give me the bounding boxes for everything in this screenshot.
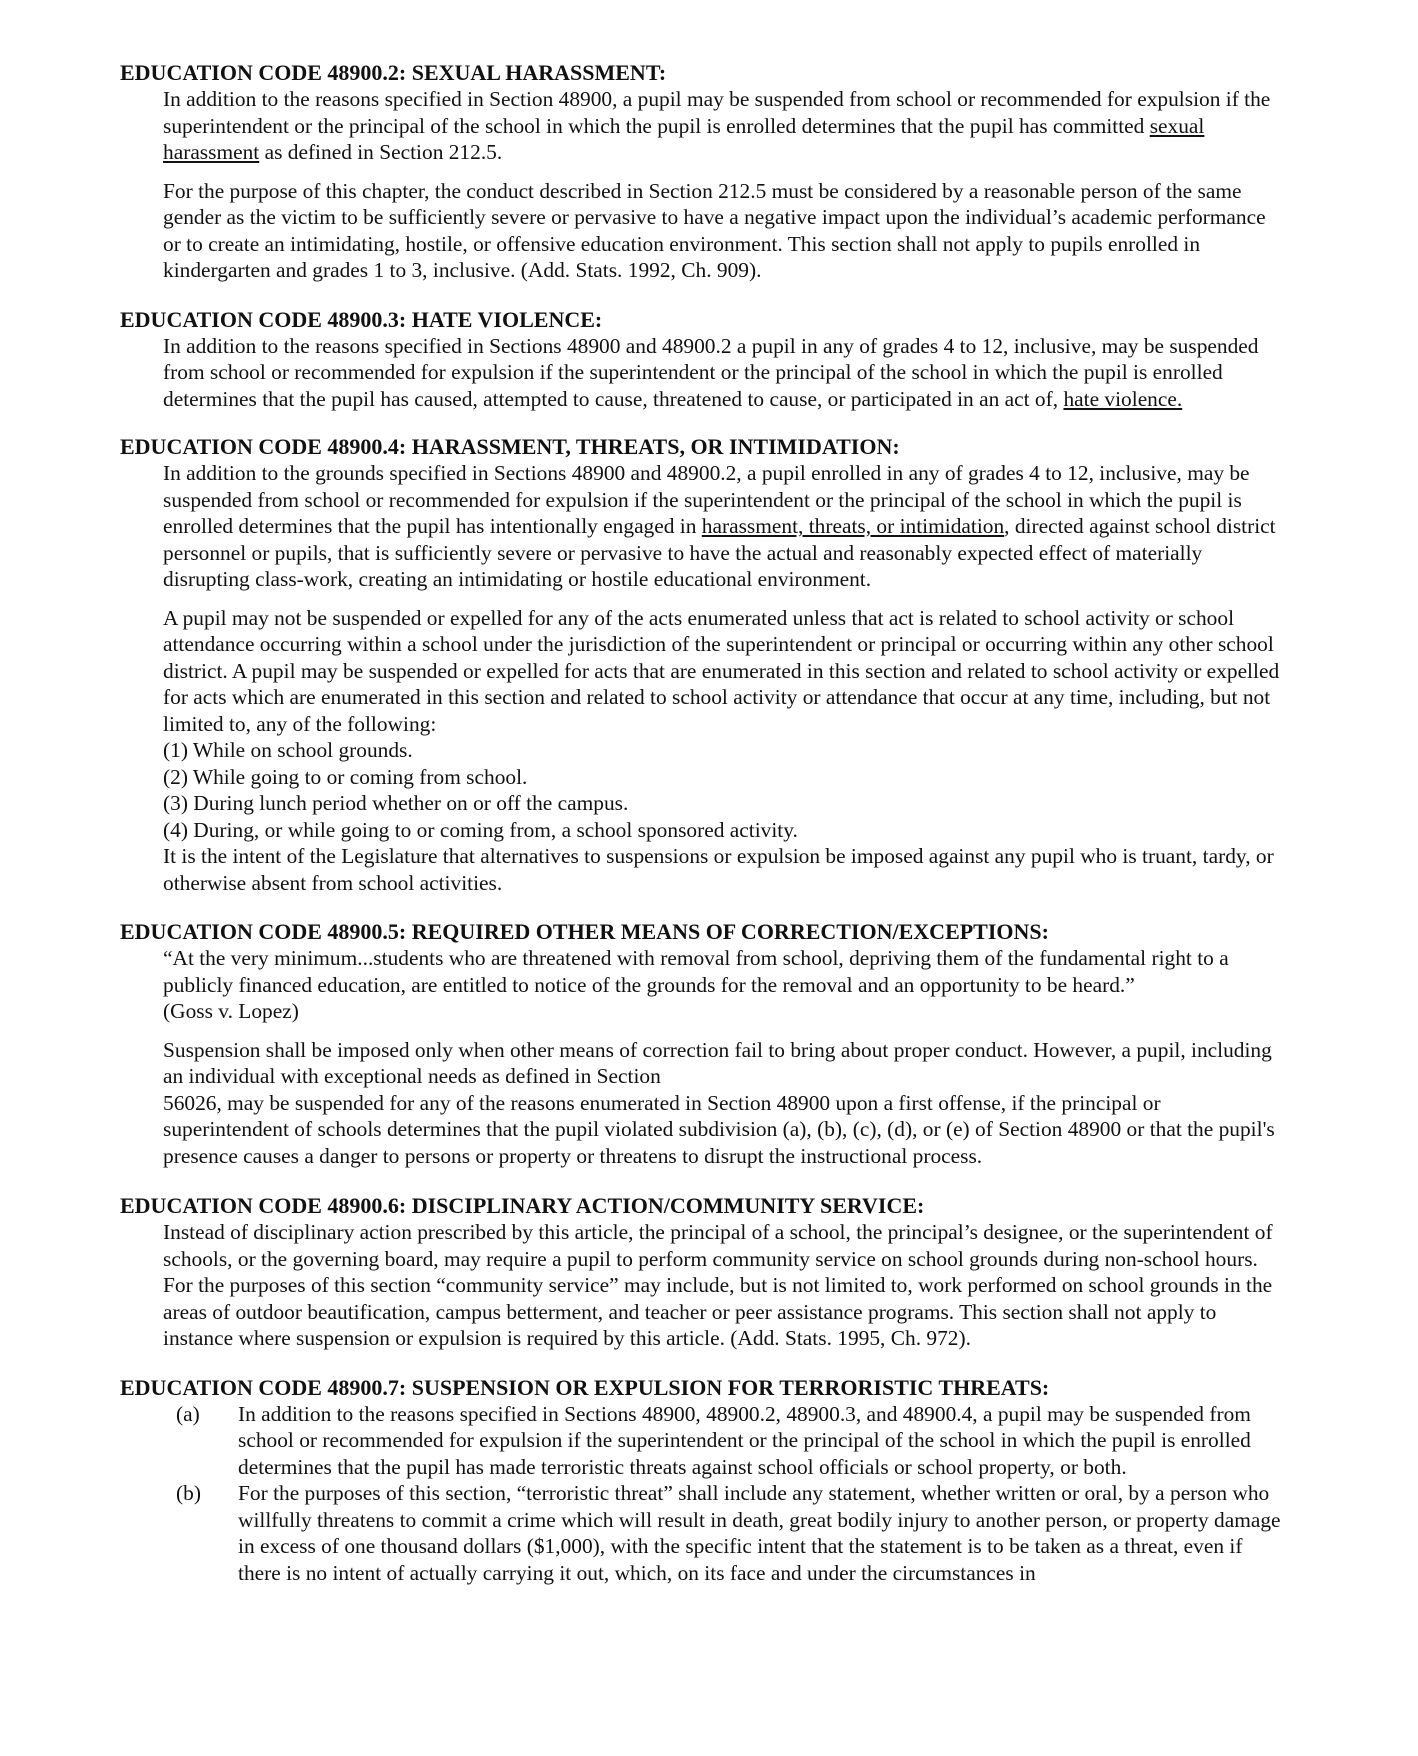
citation: (Goss v. Lopez) [163, 999, 299, 1023]
paragraph-text: In addition to the reasons specified in Section 48900, a pupil may be suspended from school or recommended for expulsion if the superintendent or the principal of the school in which the pupil is enrolled determines that the pupil has committed [163, 87, 1271, 138]
paragraph: 56026, may be suspended for any of the reasons enumerated in Section 48900 upon a first offense, if the principal or superintendent of schools determines that the pupil violated subdivision (a), (b), (c), (d), or (e) of Section 48900 or that the pupil's presence causes a danger to persons or property or threatens to disrupt the instructional process. [163, 1090, 1275, 1168]
lettered-item [176, 1480, 1298, 1586]
paragraph: Instead of disciplinary action prescribed by this article, the principal of a school, the principal’s designee, or the superintendent of schools, or the governing board, may require a pupil to perform community service on school grounds during non-school hours. For the purposes of this section “community service” may include, but is not limited to, work performed on school grounds in the areas of outdoor beautification, campus betterment, and teacher or peer assistance programs. This section shall not apply to instance where suspension or expulsion is required by this article. (Add. Stats. 1995, Ch. 972). [163, 1220, 1273, 1350]
paragraph [163, 333, 1288, 413]
section-heading: EDUCATION CODE 48900.4: HARASSMENT, THREATS, OR INTIMIDATION: [120, 434, 900, 459]
lettered-item [176, 1401, 1298, 1481]
paragraph: It is the intent of the Legislature that alternatives to suspensions or expulsion be imposed against any pupil who is truant, tardy, or otherwise absent from school activities. [163, 844, 1274, 895]
section-body [163, 86, 1288, 284]
section-heading: EDUCATION CODE 48900.6: DISCIPLINARY ACTION/COMMUNITY SERVICE: [120, 1193, 925, 1218]
item-text: For the purposes of this section, “terroristic threat” shall include any statement, whether written or oral, by a person who willfully threatens to commit a crime which will result in death, great bodily injury to another person, or property damage in excess of one thousand dollars ($1,000), with the specific intent that the statement is to be taken as a threat, even if there is no intent of actually carrying it out, which, on its face and under the circumstances in [238, 1481, 1281, 1585]
item-marker: (a) [176, 1401, 200, 1426]
list-item: (1) While on school grounds. [163, 738, 413, 762]
list-item: (3) During lunch period whether on or off the campus. [163, 791, 629, 815]
section-48900-2 [120, 60, 1298, 284]
section-body [163, 460, 1288, 896]
underlined-term: harassment, threats, or intimidation [701, 514, 1005, 538]
paragraph: Suspension shall be imposed only when other means of correction fail to bring about proper conduct. However, a pupil, including an individual with exceptional needs as defined in Section [163, 1037, 1272, 1088]
section-body [163, 333, 1288, 413]
section-48900-6 [120, 1193, 1298, 1352]
paragraph-text: , directed against school district personnel or pupils, that is sufficiently severe or pervasive to have the actual and reasonably expected effect of materially disrupting class-work, creating an intimidating or hostile educational environment. [163, 514, 1276, 591]
paragraph-text: as defined in Section 212.5. [259, 140, 503, 164]
underlined-term: sexual harassment [163, 113, 1205, 164]
item-marker: (b) [176, 1481, 201, 1505]
section-heading: EDUCATION CODE 48900.7: SUSPENSION OR EXPULSION FOR TERRORISTIC THREATS: [120, 1374, 1050, 1400]
section-48900-7 [120, 1375, 1298, 1587]
quotation: “At the very minimum...students who are threatened with removal from school, depriving them of the fundamental right to a publicly financed education, are entitled to notice of the grounds for the removal and an opportunity to be heard.” [163, 946, 1229, 997]
item-text: In addition to the reasons specified in Sections 48900, 48900.2, 48900.3, and 48900.4, a pupil may be suspended from school or recommended for expulsion if the superintendent or the principal of the school in which the pupil is enrolled determines that the pupil has made terroristic threats against school officials or school property, or both. [238, 1401, 1251, 1479]
section-body [163, 945, 1288, 1169]
paragraph [163, 460, 1288, 593]
paragraph-text: In addition to the reasons specified in Sections 48900 and 48900.2 a pupil in any of grades 4 to 12, inclusive, may be suspended from school or recommended for expulsion if the superintendent or the principal of the school in which the pupil is enrolled determines that the pupil has caused, attempted to cause, threatened to cause, or participated in an act of, [163, 333, 1259, 411]
section-48900-3 [120, 307, 1298, 413]
section-heading: EDUCATION CODE 48900.2: SEXUAL HARASSMENT: [120, 60, 667, 85]
list-item: (2) While going to or coming from school. [163, 764, 528, 789]
paragraph-text: In addition to the grounds specified in Sections 48900 and 48900.2, a pupil enrolled in any of grades 4 to 12, inclusive, may be suspended from school or recommended for expulsion if the superintendent or the principal of the school in which the pupil is enrolled determines that the pupil has intentionally engaged in [163, 461, 1250, 538]
section-48900-5 [120, 919, 1298, 1169]
section-heading: EDUCATION CODE 48900.5: REQUIRED OTHER MEANS OF CORRECTION/EXCEPTIONS: [120, 919, 1049, 944]
paragraph: A pupil may not be suspended or expelled for any of the acts enumerated unless that act is related to school activity or school attendance occurring within a school under the jurisdiction of the superintendent or principal or occurring within any other school district. A pupil may be suspended or expelled for acts that are enumerated in this section and related to school activity or expelled for acts which are enumerated in this section and related to school activity or attendance that occur at any time, including, but not limited to, any of the following: [163, 605, 1280, 736]
section-body [163, 1219, 1288, 1352]
list-item: (4) During, or while going to or coming from, a school sponsored activity. [163, 817, 798, 842]
paragraph [163, 86, 1288, 166]
underlined-term: hate violence. [1063, 386, 1183, 411]
paragraph: For the purpose of this chapter, the conduct described in Section 212.5 must be considered by a reasonable person of the same gender as the victim to be sufficiently severe or pervasive to have a negative impact upon the individual’s academic performance or to create an intimidating, hostile, or offensive education environment. This section shall not apply to pupils enrolled in kindergarten and grades 1 to 3, inclusive. (Add. Stats. 1992, Ch. 909). [163, 178, 1266, 282]
section-48900-4 [120, 434, 1298, 896]
section-heading: EDUCATION CODE 48900.3: HATE VIOLENCE: [120, 306, 603, 332]
